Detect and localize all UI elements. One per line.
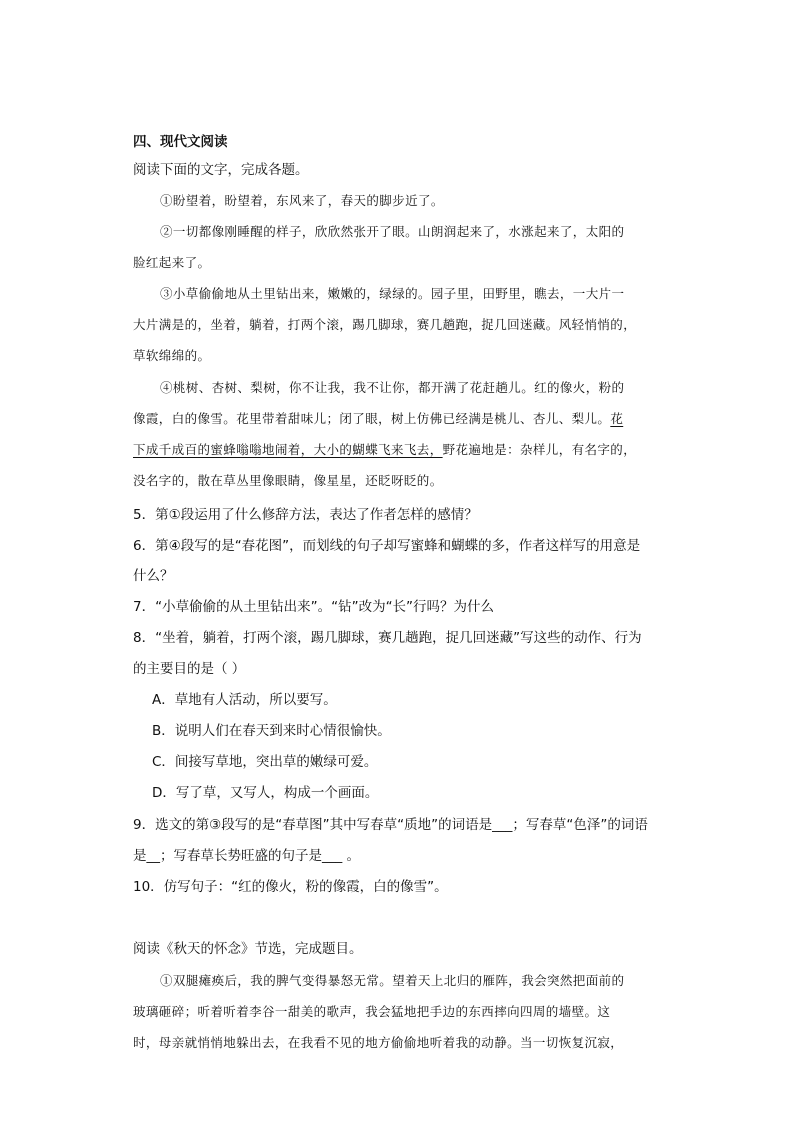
option-b: B．说明人们在春天到来时心情很愉快。 [152,723,391,739]
passage-line: ④桃树、杏树、梨树，你不让我，我不让你，都开满了花赶趟儿。红的像火，粉的 [160,380,625,395]
passage-line: 时，母亲就悄悄地躲出去，在我看不见的地方偷偷地听着我的动静。当一切恢复沉寂， [133,1035,624,1050]
question-9-cont: 是__；写春草长势旺盛的句子是___ 。 [133,848,361,864]
underlined-sentence: 下成千成百的蜜蜂嗡嗡地闹着，大小的蝴蝶飞来飞去， [133,442,443,457]
passage-line: 没名字的，散在草丛里像眼睛，像星星，还眨呀眨的。 [133,473,443,488]
option-c: C．间接写草地，突出草的嫩绿可爱。 [152,754,378,770]
question-6: 6．第④段写的是“春花图”，而划线的句子却写蜜蜂和蝴蝶的多，作者这样写的用意是 [133,538,641,554]
passage-line: ①盼望着，盼望着，东风来了，春天的脚步近了。 [160,193,444,208]
passage-line [133,410,623,428]
question-8-cont: 的主要目的是（ ） [133,661,246,677]
reading1-instruction: 阅读下面的文字，完成各题。 [133,162,309,178]
passage-line: 玻璃砸碎；听着听着李谷一甜美的歌声，我会猛地把手边的东西摔向四周的墙壁。这 [133,1004,611,1019]
passage-line: ③小草偷偷地从土里钻出来，嫩嫩的，绿绿的。园子里，田野里，瞧去，一大片一 [160,286,625,301]
section-title: 四、现代文阅读 [133,134,228,150]
passage-text: 像霞，白的像雪。花里带着甜味儿；闭了眼，树上仿佛已经满是桃儿、杏儿、梨儿。 [133,411,611,426]
passage-line: 脸红起来了。 [133,255,211,270]
passage-line: 草软绵绵的。 [133,348,211,363]
question-10: 10．仿写句子：“红的像火，粉的像霞，白的像雪”。 [133,879,448,895]
option-a: A．草地有人活动，所以要写。 [152,692,337,708]
question-8: 8．“坐着，躺着，打两个滚，踢几脚球，赛几趟跑，捉几回迷藏”写这些的动作、行为 [133,630,642,646]
passage-text: 野花遍地是：杂样儿，有名字的， [442,442,637,457]
question-9: 9．选文的第③段写的是“春草图”其中写春草“质地”的词语是___；写春草“色泽”的词语 [133,817,648,833]
underlined-sentence-start: 花 [610,411,624,426]
question-7: 7．“小草偷偷的从土里钻出来”。“钻”改为“长”行吗？为什么 [133,599,495,615]
question-6-cont: 什么？ [133,568,174,584]
option-d: D．写了草，又写人，构成一个画面。 [152,785,379,801]
passage-line: ②一切都像刚睡醒的样子，欣欣然张开了眼。山朗润起来了，水涨起来了，太阳的 [160,224,625,239]
question-5: 5．第①段运用了什么修辞方法，表达了作者怎样的感情？ [133,507,478,523]
passage-line: 大片满是的，坐着，躺着，打两个滚，踢几脚球，赛几趟跑，捉几回迷藏。风轻悄悄的， [133,317,637,332]
reading2-instruction: 阅读《秋天的怀念》节选，完成题目。 [133,941,363,957]
passage-line: ①双腿瘫痪后，我的脾气变得暴怒无常。望着天上北归的雁阵，我会突然把面前的 [160,973,625,988]
passage-line [133,441,636,459]
